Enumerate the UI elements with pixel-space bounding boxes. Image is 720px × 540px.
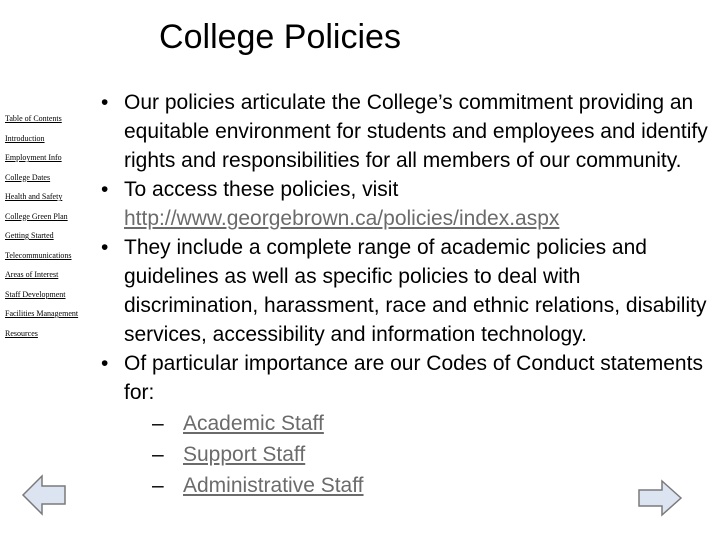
codes-of-conduct-list (124, 409, 714, 500)
bullet-codes-of-conduct (98, 349, 714, 500)
bullet-policies-intro (98, 88, 714, 175)
nav-link-health-and-safety[interactable]: Health and Safety (5, 192, 63, 201)
sub-item-academic-staff (124, 409, 714, 438)
bullet-text: Our policies articulate the College’s commitment providing an equitable environment for students and employees and identify rights and responsibilities for all members of our community. (124, 91, 708, 172)
nav-link-resources[interactable]: Resources (5, 328, 38, 338)
bullet-access-policies (98, 175, 714, 233)
next-button[interactable] (636, 478, 684, 518)
nav-link-areas-of-interest[interactable]: Areas of Interest (5, 270, 59, 279)
nav-link-introduction[interactable]: Introduction (5, 133, 45, 143)
administrative-staff-link[interactable]: Administrative Staff (183, 474, 364, 497)
policies-url-link[interactable]: http://www.georgebrown.ca/policies/index.aspx (124, 207, 560, 230)
slide-body (98, 88, 714, 502)
sidebar-nav (5, 114, 78, 348)
slide-title: College Policies (159, 18, 401, 56)
nav-link-college-dates[interactable]: College Dates (5, 172, 51, 182)
right-arrow-icon (636, 478, 684, 518)
nav-link-table-of-contents[interactable]: Table of Contents (5, 114, 62, 123)
sub-item-administrative-staff (124, 471, 714, 500)
academic-staff-link[interactable]: Academic Staff (183, 412, 324, 435)
nav-link-employment-info[interactable]: Employment Info (5, 153, 62, 162)
dash-marker: – (152, 474, 164, 497)
nav-link-staff-development[interactable]: Staff Development (5, 289, 66, 299)
nav-link-facilities-management[interactable]: Facilities Management (5, 309, 79, 318)
nav-link-college-green-plan[interactable]: College Green Plan (5, 211, 68, 221)
bullet-text: Of particular importance are our Codes of Conduct statements for: (124, 352, 703, 404)
support-staff-link[interactable]: Support Staff (183, 443, 306, 466)
bullet-text: They include a complete range of academic policies and guidelines as well as specific policies to deal with discrimination, harassment, race and ethnic relations, disability services, accessibility and information technology. (124, 236, 707, 346)
sub-item-support-staff (124, 440, 714, 469)
back-button[interactable] (20, 473, 68, 517)
nav-link-telecommunications[interactable]: Telecommunications (5, 250, 72, 260)
dash-marker: – (152, 443, 164, 466)
bullet-policy-range (98, 233, 714, 349)
dash-marker: – (152, 412, 164, 435)
bullet-text: To access these policies, visit (124, 178, 399, 201)
nav-link-getting-started[interactable]: Getting Started (5, 231, 54, 240)
left-arrow-icon (20, 473, 68, 517)
